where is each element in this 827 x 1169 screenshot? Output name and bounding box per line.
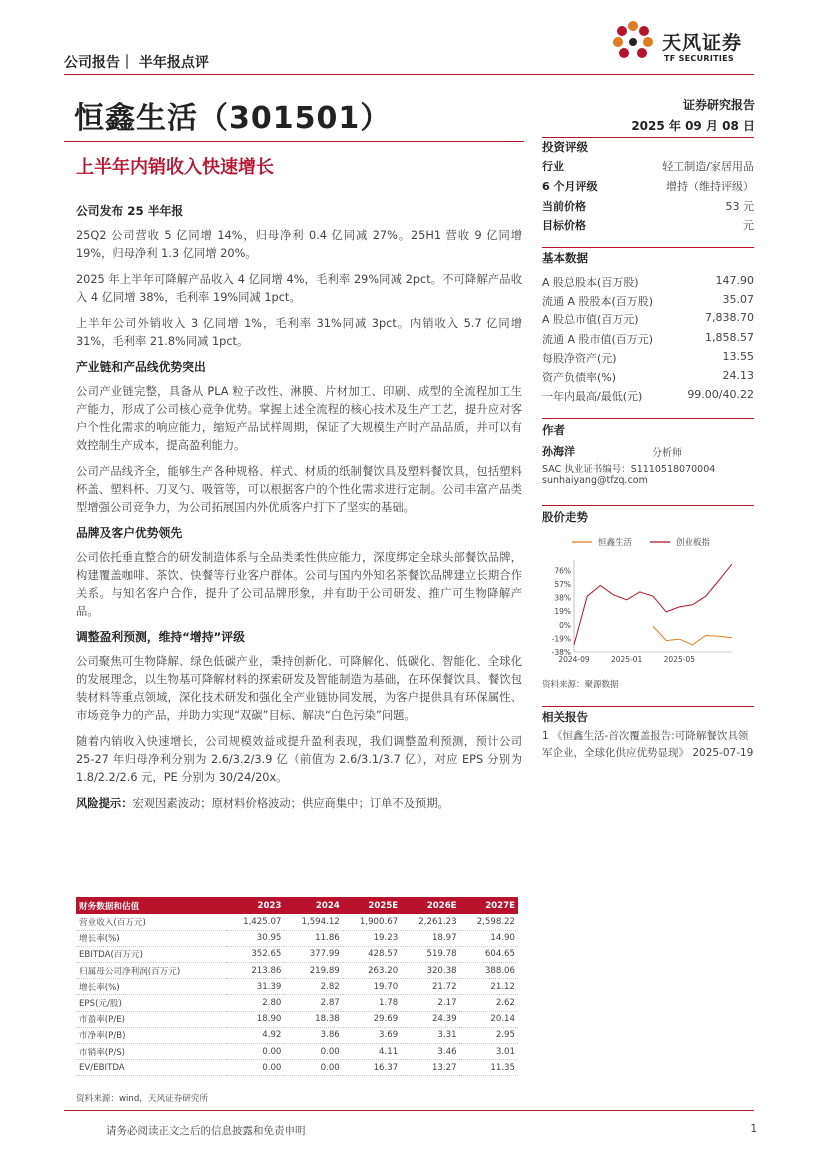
table-cell: 归属母公司净利润(百万元) (76, 963, 226, 979)
rating-value: 53 元 (725, 200, 754, 213)
rating-key: 目标价格 (542, 219, 586, 232)
table-row (76, 946, 518, 962)
table-cell: 3.31 (401, 1027, 459, 1043)
table-cell: EV/EBITDA (76, 1060, 226, 1076)
basic-value: 1,858.57 (705, 331, 754, 344)
section-title: 产业链和产品线优势突出 (76, 360, 206, 374)
table-cell: 2.95 (460, 1027, 518, 1043)
basic-data-row (542, 350, 754, 369)
table-cell: EPS(元/股) (76, 995, 226, 1011)
table-cell: 11.86 (284, 930, 342, 946)
basic-value: 13.55 (722, 350, 754, 363)
table-cell: 16.37 (343, 1060, 401, 1076)
table-row (76, 930, 518, 946)
paragraph: 2025 年上半年可降解产品收入 4 亿同增 4%，毛利率 29%同减 2pct。不可降解产品收入 4 亿同增 38%，毛利率 19%同减 1pct。 (76, 273, 522, 304)
y-tick-label: 38% (554, 593, 571, 603)
section-title: 品牌及客户优势领先 (76, 526, 183, 540)
chart-lines (574, 564, 732, 645)
table-cell: 604.65 (460, 946, 518, 962)
sidebar-rule (542, 505, 754, 506)
table-cell: 388.06 (460, 963, 518, 979)
paragraph: 公司聚焦可生物降解、绿色低碳产业，秉持创新化、可降解化、低碳化、智能化、全球化的发展理念，以生物基可降解材料的探索研发及智能制造为基础，在环保餐饮具、餐饮包装材料等重点领域，深化技术研发和强化全产业链协同发展，为客户提供具有环保属性、市场竞争力的产品，并助力实现“双碳”目标、解决“白色污染”问题。 (76, 655, 522, 722)
basic-data-row (542, 311, 754, 330)
report-type-label: 公司报告｜ 半年报点评 (64, 55, 209, 71)
logo-text-en: TF SECURITIES (664, 54, 734, 63)
table-cell: 219.89 (284, 963, 342, 979)
table-row (76, 1027, 518, 1043)
table-cell: 14.90 (460, 930, 518, 946)
sidebar-rule (542, 706, 754, 707)
financial-table (76, 897, 518, 1076)
table-cell: 21.72 (401, 979, 459, 995)
logo-text-cn: 天风证券 (662, 32, 743, 54)
table-body (76, 914, 518, 1076)
table-cell: 0.00 (226, 1044, 284, 1060)
basic-key: 流通 A 股市值(百万元) (542, 333, 654, 346)
table-cell: 19.70 (343, 979, 401, 995)
table-row (76, 995, 518, 1011)
table-row (76, 1044, 518, 1060)
related-title: 相关报告 (542, 710, 588, 724)
table-cell: 2,598.22 (460, 914, 518, 930)
rating-key: 当前价格 (542, 200, 586, 213)
table-cell: 18.97 (401, 930, 459, 946)
series-line (653, 626, 732, 645)
x-tick-label: 2025-05 (663, 655, 696, 664)
table-cell: 营业收入(百万元) (76, 914, 226, 930)
author-name: 孙海洋 (542, 445, 575, 458)
basic-data-title: 基本数据 (542, 251, 588, 265)
basic-data-row (542, 369, 754, 388)
table-cell: 2,261.23 (401, 914, 459, 930)
x-tick-label: 2025-01 (610, 655, 643, 664)
rating-row (542, 178, 754, 197)
table-cell: 3.01 (460, 1044, 518, 1060)
rating-row (542, 158, 754, 177)
sidebar-rule (542, 247, 754, 248)
table-header-cell: 财务数据和估值 (76, 897, 226, 914)
paragraph: 随着内销收入快速增长，公司规模效益或提升盈利表现，我们调整盈利预测，预计公司 25-27 年归母净利分别为 2.6/3.2/3.9 亿（前值为 2.6/3.1/3.7 亿），对应 EPS 分别为 1.8/2.2/2.6 元，PE 分别为 30/24/20x。 (76, 735, 522, 784)
risk-paragraph (76, 795, 522, 813)
rating-title: 投资评级 (542, 140, 588, 154)
author-cert: SAC 执业证书编号：S1110518070004 (542, 464, 716, 475)
rating-value: 增持（维持评级） (666, 180, 754, 193)
sidebar-rule (542, 418, 754, 419)
basic-data-row (542, 293, 754, 312)
table-cell: 1,425.07 (226, 914, 284, 930)
table-cell: 13.27 (401, 1060, 459, 1076)
basic-key: 一年内最高/最低(元) (542, 390, 643, 403)
doc-type-label: 证券研究报告 (682, 98, 755, 112)
table-cell: 31.39 (226, 979, 284, 995)
table-row (76, 1060, 518, 1076)
author-role: 分析师 (652, 448, 682, 459)
table-cell: 0.00 (284, 1060, 342, 1076)
basic-value: 35.07 (722, 293, 754, 306)
table-cell: 320.38 (401, 963, 459, 979)
table-cell: 0.00 (226, 1060, 284, 1076)
table-cell: 市净率(P/B) (76, 1027, 226, 1043)
sidebar-rule (542, 137, 754, 138)
table-cell: 519.78 (401, 946, 459, 962)
table-row (76, 1011, 518, 1027)
table-row (76, 979, 518, 995)
table-header-cell: 2023 (226, 897, 284, 914)
price-chart (542, 530, 754, 670)
table-cell: 20.14 (460, 1011, 518, 1027)
related-report-link[interactable]: 1 《恒鑫生活-首次覆盖报告:可降解餐饮具领军企业，全球化供应优势显现》 2025-07-19 (542, 730, 754, 759)
paragraph: 公司产品线齐全，能够生产各种规格、样式、材质的纸制餐饮具及塑料餐饮具，包括塑料杯盖、塑料杯、刀叉勺、吸管等，可以根据客户的个性化需求进行定制。公司丰富产品类型增强公司竞争力，为公司拓展国内外优质客户打下了坚实的基础。 (76, 465, 522, 514)
author-email[interactable] (542, 475, 648, 486)
section-title: 调整盈利预测，维持“增持”评级 (76, 630, 245, 644)
paragraph: 25Q2 公司营收 5 亿同增 14%，归母净利 0.4 亿同减 27%。25H1 营收 9 亿同增 19%，归母净利 1.3 亿同增 20%。 (76, 229, 522, 260)
rating-key: 行业 (542, 160, 564, 173)
table-cell: 2.17 (401, 995, 459, 1011)
basic-key: A 股总股本(百万股) (542, 276, 639, 289)
table-cell: 市销率(P/S) (76, 1044, 226, 1060)
footer-rule (64, 1110, 754, 1111)
basic-value: 7,838.70 (705, 311, 754, 324)
table-cell: 18.90 (226, 1011, 284, 1027)
legend-label: 恒鑫生活 (598, 538, 633, 548)
header-rule (64, 74, 754, 75)
headline: 上半年内销收入快速增长 (76, 157, 274, 178)
series-line (574, 564, 732, 645)
chart-x-axis (558, 652, 732, 664)
doc-date: 2025 年 09 月 08 日 (631, 119, 755, 133)
legend-label: 创业板指 (676, 538, 711, 548)
basic-key: 流通 A 股股本(百万股) (542, 295, 654, 308)
table-cell: 213.86 (226, 963, 284, 979)
table-cell: 0.00 (284, 1044, 342, 1060)
table-cell: 21.12 (460, 979, 518, 995)
paragraph: 公司产业链完整，具备从 PLA 粒子改性、淋膜、片材加工、印刷、成型的全流程加工生产能力，形成了公司核心竞争优势。掌握上述全流程的核心技术及生产工艺，提升应对客户个性化需求的响应能力，缩短产品试样周期，保证了大规模生产时产品品质，并可以有效控制生产成本，提高盈利能力。 (76, 385, 522, 452)
basic-data-row (542, 331, 754, 350)
chart-source: 资料来源：聚源数据 (542, 680, 619, 690)
footer-disclaimer: 请务必阅读正文之后的信息披露和免责申明 (106, 1125, 306, 1137)
risk-text: 宏观因素波动；原材料价格波动；供应商集中；订单不及预期。 (132, 797, 449, 810)
basic-value: 24.13 (722, 369, 754, 382)
main-content (76, 203, 522, 821)
table-header-cell: 2024 (284, 897, 342, 914)
table-cell: 24.39 (401, 1011, 459, 1027)
table-cell: 18.38 (284, 1011, 342, 1027)
table-header-cell: 2027E (460, 897, 518, 914)
basic-key: A 股总市值(百万元) (542, 313, 639, 326)
table-cell: 428.57 (343, 946, 401, 962)
company-title: 恒鑫生活（301501） (74, 101, 392, 136)
y-tick-label: 0% (559, 620, 571, 630)
author-title: 作者 (542, 423, 565, 437)
table-cell: 352.65 (226, 946, 284, 962)
table-cell: 增长率(%) (76, 930, 226, 946)
table-source: 资料来源：wind，天风证券研究所 (76, 1094, 209, 1104)
chart-y-axis (552, 560, 574, 657)
table-cell: 30.95 (226, 930, 284, 946)
y-tick-label: -38% (551, 648, 571, 657)
table-cell: 3.46 (401, 1044, 459, 1060)
y-tick-label: 19% (554, 607, 571, 617)
chart-title: 股价走势 (542, 510, 588, 524)
page-number: 1 (750, 1123, 757, 1135)
rating-row (542, 217, 754, 236)
paragraph: 公司依托垂直整合的研发制造体系与全品类柔性供应能力，深度绑定全球头部餐饮品牌，构建覆盖咖啡、茶饮、快餐等行业客户群体。公司与国内外知名茶餐饮品牌建立长期合作关系。与知名客户合作，提升了公司品牌形象，并有助于公司研发、推广可生物降解产品。 (76, 551, 522, 618)
table-cell: 3.86 (284, 1027, 342, 1043)
basic-key: 资产负债率(%) (542, 371, 617, 384)
basic-data-row (542, 388, 754, 407)
rating-value: 轻工制造/家居用品 (662, 160, 754, 173)
rating-row (542, 198, 754, 217)
basic-value: 147.90 (715, 274, 754, 287)
title-rule (64, 141, 524, 142)
basic-key: 每股净资产(元) (542, 352, 617, 365)
table-cell: 2.62 (460, 995, 518, 1011)
chart-legend (572, 537, 711, 548)
table-cell: 2.87 (284, 995, 342, 1011)
table-header-row (76, 897, 518, 914)
email-link[interactable]: sunhaiyang@tfzq.com (542, 475, 648, 486)
table-cell: 2.80 (226, 995, 284, 1011)
y-tick-label: 76% (554, 566, 571, 576)
y-tick-label: -19% (551, 634, 571, 644)
table-cell: 11.35 (460, 1060, 518, 1076)
x-tick-label: 2024-09 (558, 655, 590, 664)
table-cell: 377.99 (284, 946, 342, 962)
table-cell: 1,900.67 (343, 914, 401, 930)
table-cell: 市盈率(P/E) (76, 1011, 226, 1027)
table-row (76, 914, 518, 930)
table-cell: 2.82 (284, 979, 342, 995)
table-cell: 增长率(%) (76, 979, 226, 995)
risk-label: 风险提示： (76, 797, 133, 810)
table-cell: 263.20 (343, 963, 401, 979)
table-cell: 19.23 (343, 930, 401, 946)
table-header-cell: 2025E (343, 897, 401, 914)
paragraph: 上半年公司外销收入 3 亿同增 1%，毛利率 31%同减 3pct。内销收入 5.7 亿同增 31%，毛利率 21.8%同减 1pct。 (76, 317, 522, 348)
company-logo (610, 18, 760, 70)
rating-key: 6 个月评级 (542, 180, 598, 193)
table-row (76, 963, 518, 979)
basic-data-row (542, 274, 754, 293)
table-cell: 1,594.12 (284, 914, 342, 930)
table-cell: 1.78 (343, 995, 401, 1011)
table-cell: 4.11 (343, 1044, 401, 1060)
table-cell: EBITDA(百万元) (76, 946, 226, 962)
y-tick-label: 57% (554, 580, 571, 590)
rating-value: 元 (743, 219, 754, 232)
logo-petals-icon (610, 18, 656, 64)
section-title: 公司发布 25 半年报 (76, 204, 184, 218)
table-cell: 3.69 (343, 1027, 401, 1043)
table-cell: 29.69 (343, 1011, 401, 1027)
table-cell: 4.92 (226, 1027, 284, 1043)
table-header-cell: 2026E (401, 897, 459, 914)
basic-value: 99.00/40.22 (687, 388, 754, 401)
